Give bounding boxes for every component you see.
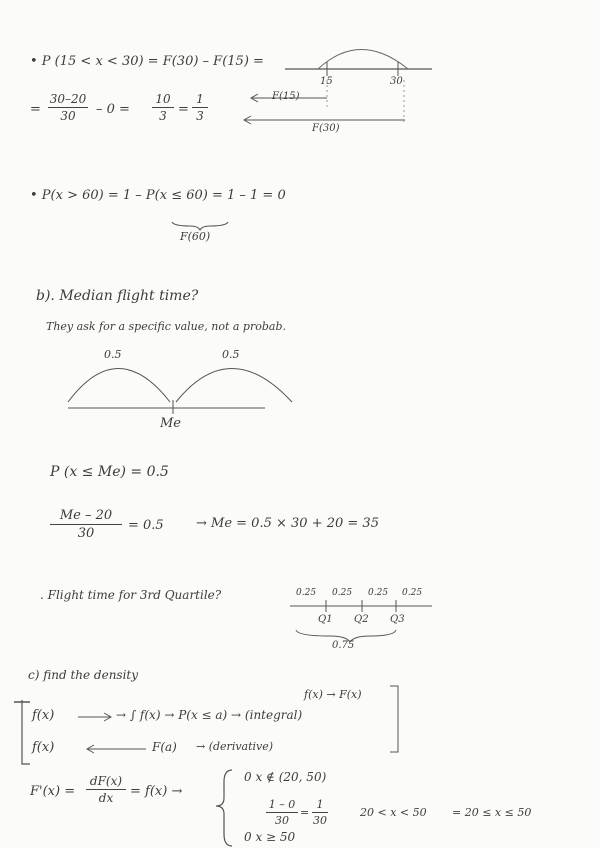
interval-arc — [318, 50, 408, 70]
case-2-frac-b — [312, 798, 328, 827]
case-2-frac — [266, 798, 298, 827]
arrow-label-f30: F(30) — [312, 123, 340, 134]
eq-equals: = — [178, 102, 189, 117]
box-Fa: F(a) — [152, 740, 177, 754]
deriv-lhs: F'(x) = — [30, 784, 76, 799]
box-right-top: f(x) → F(x) — [304, 688, 362, 701]
fraction-1 — [48, 92, 88, 123]
case-2-extra: = 20 ≤ x ≤ 50 — [452, 806, 532, 819]
median-label: Me — [160, 416, 182, 431]
median-eq-1: P (x ≤ Me) = 0.5 — [50, 464, 169, 480]
case-1: 0 x ∉ (20, 50) — [244, 770, 327, 784]
box-fx-2: f(x) — [32, 740, 55, 755]
median-result: → Me = 0.5 × 30 + 20 = 35 — [196, 516, 379, 531]
case-2-frac-den: 30 — [313, 814, 327, 827]
case-2-den: 30 — [275, 814, 289, 827]
q-val-4: 0.25 — [402, 588, 423, 598]
section-b-title: b). Median flight time? — [36, 288, 199, 304]
median-eq-rhs: = 0.5 — [128, 518, 164, 533]
quartile-question: . Flight time for 3rd Quartile? — [40, 588, 222, 602]
q-label-1: Q1 — [318, 614, 333, 625]
fraction-2-num: 10 — [155, 92, 171, 106]
prob-line-1: • P (15 < x < 30) = F(30) – F(15) = — [30, 54, 264, 69]
section-c-title: c) find the density — [28, 668, 139, 682]
deriv-rhs: = f(x) → — [130, 784, 183, 799]
axis-label-15: 15 — [320, 76, 333, 87]
q-val-2: 0.25 — [332, 588, 353, 598]
eq-mid: – 0 = — [96, 102, 130, 117]
q-total: 0.75 — [332, 640, 355, 651]
case-3: 0 x ≥ 50 — [244, 830, 296, 844]
arrow-label-f15: F(15) — [272, 91, 300, 102]
section-b-note: They ask for a specific value, not a probab. — [46, 320, 286, 333]
box-fx-1: f(x) — [32, 708, 55, 723]
half-left-label: 0.5 — [104, 348, 122, 361]
fraction-1-num: 30–20 — [49, 92, 87, 106]
fraction-1-den: 30 — [60, 109, 76, 123]
eq-prefix: = — [30, 102, 41, 117]
q-label-2: Q2 — [354, 614, 369, 625]
deriv-den: dx — [98, 791, 114, 805]
axis-label-30: 30 — [390, 76, 403, 87]
case-2-cond: 20 < x < 50 — [360, 806, 427, 819]
q-val-1: 0.25 — [296, 588, 317, 598]
fraction-3-num: 1 — [196, 92, 204, 106]
fraction-3-den: 3 — [196, 109, 204, 123]
median-fraction-num: Me – 20 — [59, 508, 113, 523]
prob-line-3: • P(x > 60) = 1 – P(x ≤ 60) = 1 – 1 = 0 — [30, 188, 286, 203]
fraction-3 — [192, 92, 208, 123]
cases-brace — [216, 770, 232, 846]
q-label-3: Q3 — [390, 614, 405, 625]
case-2-eq: = — [300, 806, 310, 819]
underbrace-f60: F(60) — [180, 230, 211, 243]
deriv-fraction — [86, 774, 126, 805]
deriv-num: dF(x) — [89, 774, 123, 788]
case-2-frac-num: 1 — [316, 798, 324, 811]
median-fraction-den: 30 — [77, 526, 95, 541]
half-right-label: 0.5 — [222, 348, 240, 361]
case-2-num: 1 – 0 — [268, 798, 296, 811]
q-val-3: 0.25 — [368, 588, 389, 598]
box-derivative: → (derivative) — [196, 740, 274, 753]
integral-chain: → ∫ f(x) → P(x ≤ a) → (integral) — [116, 708, 303, 722]
fraction-2 — [152, 92, 174, 123]
median-fraction — [50, 508, 122, 541]
fraction-2-den: 3 — [159, 109, 167, 123]
